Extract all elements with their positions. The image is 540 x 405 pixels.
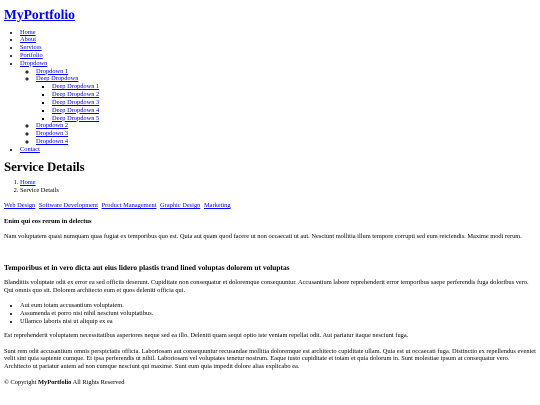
dropdown-link-1[interactable]: Dropdown 1 — [36, 67, 69, 75]
dropdown-menu — [20, 68, 536, 146]
article-heading: Temporibus et in vero dicta aut eius lidero plastis trand lined voluptas dolorem ut voluptas — [4, 262, 290, 272]
deep-dropdown-item-1 — [52, 83, 536, 91]
article-paragraph: Blanditiis voluptate odit ex error ea sed officiis deserunt. Cupiditate non consequatur et doloremque consequuntur. Accusantium labore reprehenderit error temporibus saepe perferendis fuga doloribus vero. Qui omnis quo sit. Dolorem architecto eum et quos deleniti officia qui. — [4, 278, 529, 294]
dropdown-item-2 — [36, 122, 536, 130]
deep-dropdown-link-4[interactable]: Deep Dropdown 4 — [52, 106, 100, 114]
nav-item-services — [20, 44, 536, 52]
nav-item-about — [20, 36, 536, 44]
nav-link-dropdown[interactable]: Dropdown — [20, 59, 48, 67]
tag-graphic-design[interactable]: Graphic Design — [160, 202, 201, 210]
footer — [4, 379, 536, 387]
nav-item-contact — [20, 146, 536, 154]
tag-software-development[interactable]: Software Development — [38, 202, 98, 210]
deep-dropdown-item-4 — [52, 107, 536, 115]
nav-link-portfolio[interactable]: Portfolio — [20, 52, 43, 60]
deep-dropdown-link-3[interactable]: Deep Dropdown 3 — [52, 98, 100, 106]
intro-paragraph: Nam voluptatem quasi numquam quas fugiat ex temporibus quo est. Quia aut quam quod facere ut non occaecati ut aut. Nesciunt mollitia illum tempore corrupti sed eum reiciendis. Maxime modi rerum. — [4, 232, 522, 240]
deep-dropdown-menu — [36, 83, 536, 122]
dropdown-item-1 — [36, 68, 536, 76]
nav-link-services[interactable]: Services — [20, 44, 42, 52]
nav-item-dropdown — [20, 60, 536, 146]
deep-dropdown-item-2 — [52, 91, 536, 99]
breadcrumb-link-home[interactable]: Home — [20, 179, 36, 187]
site-logo — [4, 8, 536, 22]
feature-list — [4, 302, 536, 325]
page-title: Service Details — [4, 159, 85, 174]
rights-text: All Rights Reserved — [72, 379, 125, 387]
list-item: • Aut eum totam accusantium voluptatem. — [20, 302, 536, 310]
deep-dropdown-link-1[interactable]: Deep Dropdown 1 — [52, 83, 100, 91]
tag-marketing[interactable]: Marketing — [203, 202, 231, 210]
deep-dropdown-item-3 — [52, 99, 536, 107]
nav-item-portfolio — [20, 52, 536, 60]
deep-dropdown-link-2[interactable]: Deep Dropdown 2 — [52, 91, 100, 99]
dropdown-item-4 — [36, 138, 536, 146]
service-tags — [4, 202, 536, 210]
footer-brand: MyPortfolio — [37, 379, 72, 387]
breadcrumb-item-home — [20, 179, 536, 187]
dropdown-link-2[interactable]: Dropdown 2 — [36, 122, 69, 130]
dropdown-link-4[interactable]: Dropdown 4 — [36, 137, 69, 145]
breadcrumb-item-current: 2. Service Details — [20, 187, 536, 195]
deep-dropdown-item-5 — [52, 115, 536, 123]
list-item: • Assumenda et porro nisi nihil nesciunt voluptatibus. — [20, 310, 536, 318]
dropdown-link-3[interactable]: Dropdown 3 — [36, 130, 69, 138]
breadcrumb — [4, 179, 536, 195]
nav-item-home — [20, 29, 536, 37]
nav-link-about[interactable]: About — [20, 36, 36, 44]
article-paragraph: Sunt rem odit accusantium omnis perspiciatis officia. Laboriosam aut consequuntur recusandae mollitia doloremque est architecto cupiditate ullam. Quia est ut occaecati fuga. Distinctio ex repellendus eveniet velit sint quia sapiente cumque. Et ipsa perferendis ut nihil. Laboriosam vel voluptates tenetur nostrum. Eaque iusto cupiditate et totam et quia dolorum in. Sunt molestiae ipsum at consequatur vero. Architecto ut pariatur autem ad non cumque nesciunt qui maxime. Sunt eum quia impedit dolore alias explicabo ea. — [4, 347, 536, 371]
article-paragraph: Est reprehenderit voluptatem necessitatibus asperiores neque sed ea illo. Deleniti quam sequi optio iste veniam repellat odit. Aut pariatur itaque nesciunt fuga. — [4, 331, 409, 339]
nav-link-contact[interactable]: Contact — [20, 145, 40, 153]
deep-dropdown-link[interactable]: Deep Dropdown — [36, 75, 79, 83]
copyright-text: © Copyright — [4, 379, 37, 387]
main-nav — [4, 29, 536, 154]
dropdown-item-deep — [36, 75, 536, 122]
deep-dropdown-link-5[interactable]: Deep Dropdown 5 — [52, 114, 100, 122]
dropdown-item-3 — [36, 130, 536, 138]
tag-product-management[interactable]: Product Management — [101, 202, 157, 210]
site-logo-link[interactable]: MyPortfolio — [4, 7, 75, 22]
tag-web-design[interactable]: Web Design — [4, 202, 36, 210]
list-item: • Ullamco laboris nisi ut aliquip ex ea — [20, 318, 536, 326]
section-heading: Enim qui eos rerum in delectus — [4, 217, 92, 225]
nav-link-home[interactable]: Home — [20, 28, 36, 36]
